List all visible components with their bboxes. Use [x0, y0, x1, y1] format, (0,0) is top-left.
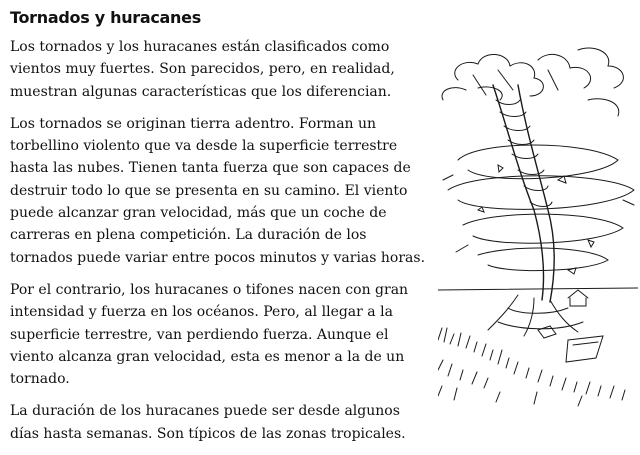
paragraph-intro: Los tornados y los huracanes están clasificados como vientos muy fuertes. Son parecidos, pero, en realidad, muestran algunas características que los diferencian.: [10, 39, 395, 100]
body-text: [10, 36, 430, 455]
tornado-illustration-icon: [438, 40, 638, 412]
page-title: Tornados y huracanes: [10, 8, 201, 27]
paragraph-tornados: Los tornados se originan tierra adentro. Forman un torbellino violento que va desde la superficie terrestre hasta las nubes. Tienen tanta fuerza que son capaces de destruir todo lo que se presenta en su camino. El viento puede alcanzar gran velocidad, más que un coche de carreras en plena competición. La duración de los tornados puede variar entre pocos minutos y varias horas.: [10, 115, 426, 266]
paragraph-huracanes: Por el contrario, los huracanes o tifones nacen con gran intensidad y fuerza en los océanos. Pero, al llegar a la superficie terrestre, van perdiendo fuerza. Aunque el viento alcanza gran velocidad, esta es menor a la de un tornado.: [10, 281, 409, 388]
paragraph-duracion: La duración de los huracanes puede ser desde algunos días hasta semanas. Son típicos de las zonas tropicales.: [10, 403, 406, 442]
